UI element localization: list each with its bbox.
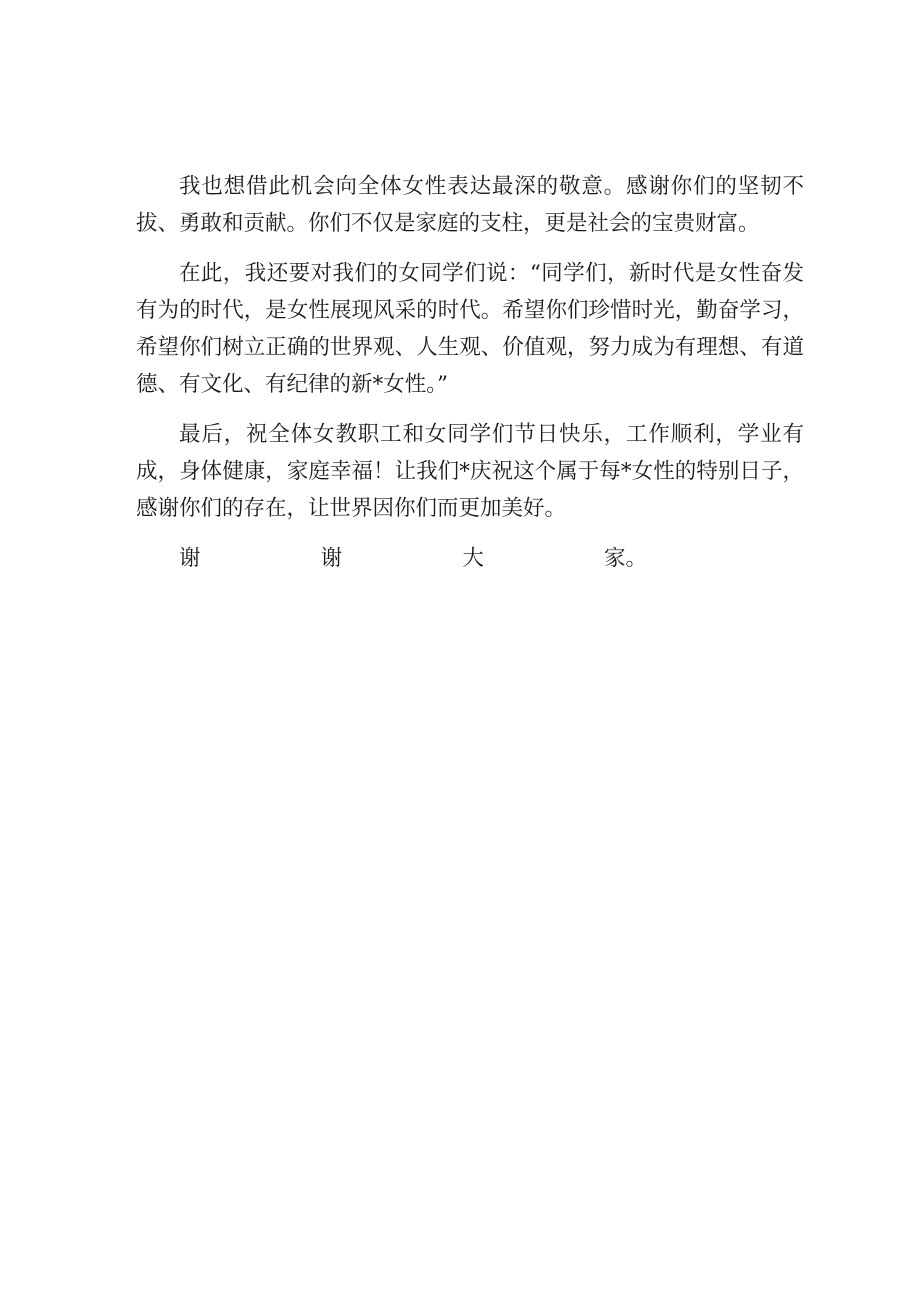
closing-char-3: 大 (462, 546, 484, 571)
document-body (136, 168, 804, 577)
paragraph-respect: 我也想借此机会向全体女性表达最深的敬意。感谢你们的坚韧不拔、勇敢和贡献。你们不仅是家庭的支柱，更是社会的宝贵财富。 (136, 174, 804, 236)
closing-thanks (136, 540, 647, 577)
closing-char-4: 家。 (603, 546, 647, 571)
paragraph-message-to-students: 在此，我还要对我们的女同学们说：“同学们，新时代是女性奋发有为的时代，是女性展现风采的时代。希望你们珍惜时光，勤奋学习，希望你们树立正确的世界观、人生观、价值观，努力成为有理想、有道德、有文化、有纪律的新*女性。” (136, 261, 804, 397)
closing-char-1: 谢 (179, 546, 201, 571)
closing-char-2: 谢 (320, 546, 343, 571)
paragraph-closing-wishes: 最后，祝全体女教职工和女同学们节日快乐，工作顺利，学业有成，身体健康，家庭幸福！让我们*庆祝这个属于每*女性的特别日子，感谢你们的存在，让世界因你们而更加美好。 (136, 422, 804, 521)
